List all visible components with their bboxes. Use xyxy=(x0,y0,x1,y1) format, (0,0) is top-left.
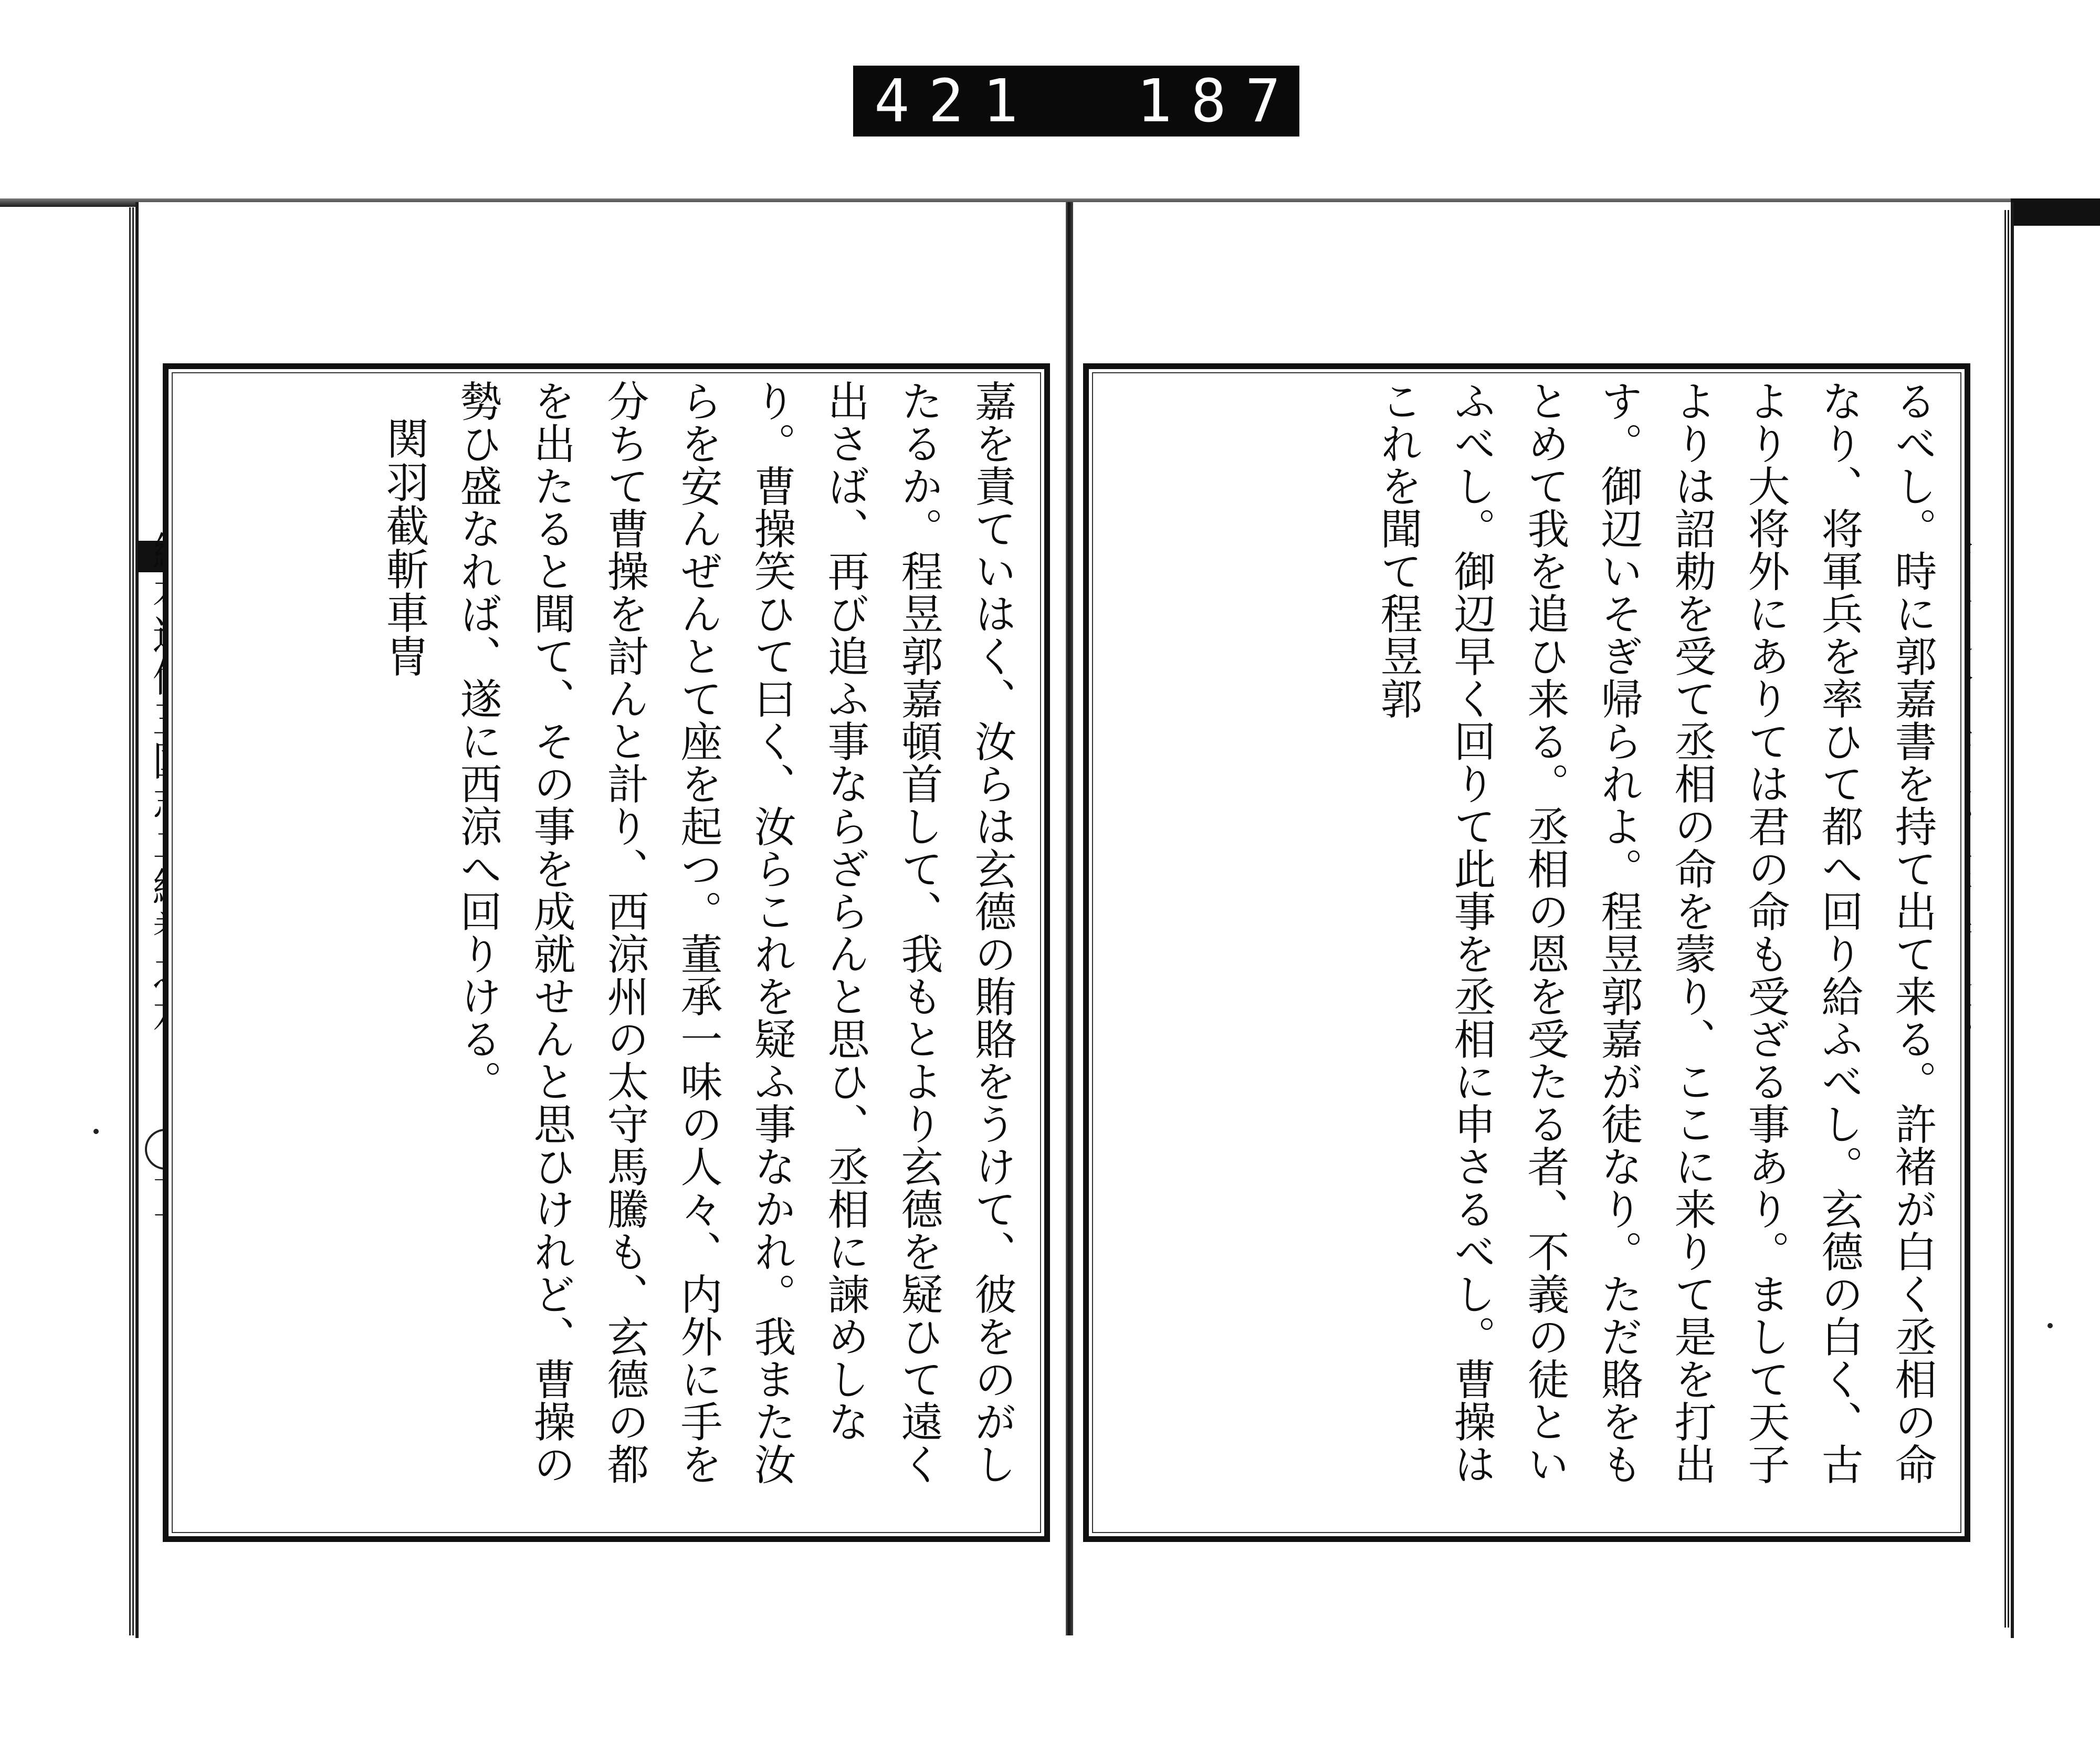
archive-number-right: 187. xyxy=(1137,67,1354,135)
archive-number-left: 421 xyxy=(874,67,1037,135)
left-body-text: 嘉を責ていはく、汝らは玄德の賄賂をうけて、彼をのがしたるか。程昱郭嘉頓首して、我もとより玄德を疑ひて遠く出さば、再び追ふ事ならざらんと思ひ、丞相に諫めしなり。曹操笑ひて曰く、汝らこれを疑ふ事なかれ。我また汝らを安んぜんとて座を起つ。董承一味の人々、内外に手を分ちて曹操を討んと計り、西涼州の太守馬騰も、玄德の都を出たると聞て、その事を成就せんと思ひけれど、曹操の勢ひ盛なれば、遂に西涼へ回りける。 xyxy=(453,380,1016,1485)
right-text-area xyxy=(1105,380,1949,1520)
left-text-area xyxy=(184,380,1028,1520)
right-book-edge xyxy=(2004,210,2011,1628)
archive-label xyxy=(853,66,1354,137)
book-gutter xyxy=(1066,202,1073,1635)
speck xyxy=(93,1129,99,1134)
left-book-edge xyxy=(129,207,135,1635)
chapter-heading: 関羽截斬車冑 xyxy=(379,416,429,678)
right-text-frame xyxy=(1083,363,1970,1542)
left-text-frame xyxy=(163,363,1050,1542)
right-body-text: るべし。時に郭嘉書を持て出て来る。許褚が白く丞相の命なり、将軍兵を率ひて都へ回り給ふべし。玄德の白く、古より大将外にありては君の命も受ざる事あり。まして天子よりは詔勅を受て丞相の命を蒙り、ここに来りて是を打出す。御辺いそぎ帰られよ。程昱郭嘉が徒なり。ただ賂をもとめて我を追ひ来る。丞相の恩を受たる者、不義の徒といふべし。御辺早く回りて此事を丞相に申さるべし。曹操はこれを聞て程昱郭 xyxy=(1373,380,1937,1485)
speck xyxy=(2048,1323,2053,1328)
right-edge-bar xyxy=(2011,198,2100,226)
